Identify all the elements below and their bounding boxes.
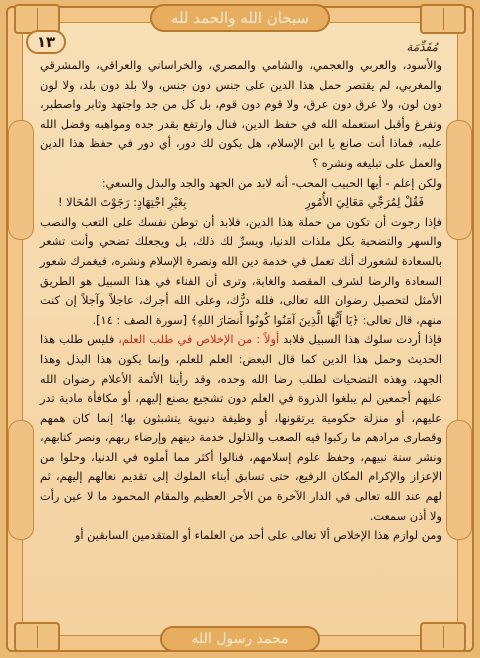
paragraph: فإذا رجوت أن تكون من حملة هذا الدين، فلابد أن توطن نفسك على التعب والنصب والسهر والتضحية بكل ملذات الدنيا، ويسرِّ لك ذلك، بل ويجعلك تضحي وأنت تشعر بالسعادة لشعورك أنك تعمل في خدمة دين الله ونصرة الإسلام ونشره، فيغمرك شعور السعادة والرضا لشرف المقصد والغاية، وترى أن الفناء في هذا السبيل هو الطريق الأمثل لتحصيل رضوان الله تعالى، فلله درُّك، وعلى الله أجرك، عاجلاً وآجلاً إن كنت منهم، قال تعالى: ﴿يَا أَيُّهَا الَّذِينَ آمَنُوا كُونُوا أَنصَارَ اللهِ﴾ [سورة الصف : ١٤].: [40, 214, 442, 327]
poetry-verse: [40, 193, 442, 213]
side-ornament: [446, 420, 472, 540]
body-text: [40, 56, 442, 546]
side-ornament: [8, 420, 34, 540]
footer-banner: محمد رسول الله: [160, 626, 320, 652]
paragraph: والأسود، والعربي والعجمي، والشامي والمصري، والخراساني والعراقي، والمشرقي والمغربي، لم يقتصر حمل هذا الدين على جنس دون جنس، ولا بلد دون بلد، ولا لون دون لون، ولا عرق دون عرق، ولا قوم دون قوم، بل كل من جد واجتهد وثابر واصطبر، وتفرغ وأقبل استعمله الله في حفظ الدين، فنال وارتفع بقدر جده ومواهبه وفضل الله عليه، فماذا أنت صانع يا ابن الإسلام، هل يكون لك دور، أي دور في حفظ هذا الدين والعمل على تبليغه ونشره ؟: [40, 58, 442, 170]
quran-book-icon: [420, 4, 466, 34]
paragraph-lead: فإذا أردت سلوك هذا السبيل فلابد: [283, 332, 443, 347]
highlighted-heading: أولاً : من الإخلاص في طلب العلم،: [118, 332, 280, 347]
side-ornament: [446, 120, 472, 240]
verse-second-half: بِغَيْرِ اجْتِهَادٍ: رَجَوْتَ المُحَالا !: [58, 195, 187, 210]
side-ornament: [8, 120, 34, 240]
verse-first-half: فَقُلْ لِمُرَجِّي مَعَالِيَ الأُمُورِ: [305, 195, 424, 210]
quran-book-icon: [14, 622, 60, 652]
paragraph-rest: فليس طلب هذا الحديث وحمل هذا الدين كما قال البعض: العلم للعلم، وإنما يكون هذا البذل وهذا الجهد، وهذه التضحيات لطلب رضا الله وحده، وقد رأينا الأئمة الأعلام رضوان الله عليهم أجمعين لم يبلغوا الذروة في العلم دون تشجيع يصنع إليهم، أو مكافأة مادية تدر عليهم، أو منزلة حكومية يرتقونها، أو وظيفة دنيوية يتشبثون بها؛ إنما كان همهم وقصارى مرادهم ما ركبوا فيه الصعب والذلول خدمة دينهم وإرضاء ربهم، ونصر كتابهم، ونشر سنة نبيهم، وحفظ علوم إسلامهم، فنالوا أكثر مما أملوه في الدنيا، وحلوا من الإعزاز والإكرام المكان الرفيع، حتى تسابق أبناء الملوك إلى تقديم نعالهم إليهم، ثم لهم عند الله تعالى في الدار الآخرة من الأجر العظيم والمقام المحمود ما لا عين رأت ولا أذن سمعت.: [40, 332, 442, 523]
quran-book-icon: [420, 622, 466, 652]
paragraph: ومن لوازم هذا الإخلاص ألا تعالى على أحد من العلماء أو المتقدمين السابقين أو: [74, 528, 442, 543]
section-title: مُقَدِّمَة: [406, 40, 438, 54]
paragraph: [40, 330, 442, 526]
header-banner: سبحان الله والحمد لله: [150, 4, 330, 32]
paragraph: ولكن إعلم - أيها الحبيب المحب- أنه لابد من الجهد والجد والبذل والسعي:: [101, 175, 442, 190]
page-number: ١٣: [26, 30, 66, 54]
